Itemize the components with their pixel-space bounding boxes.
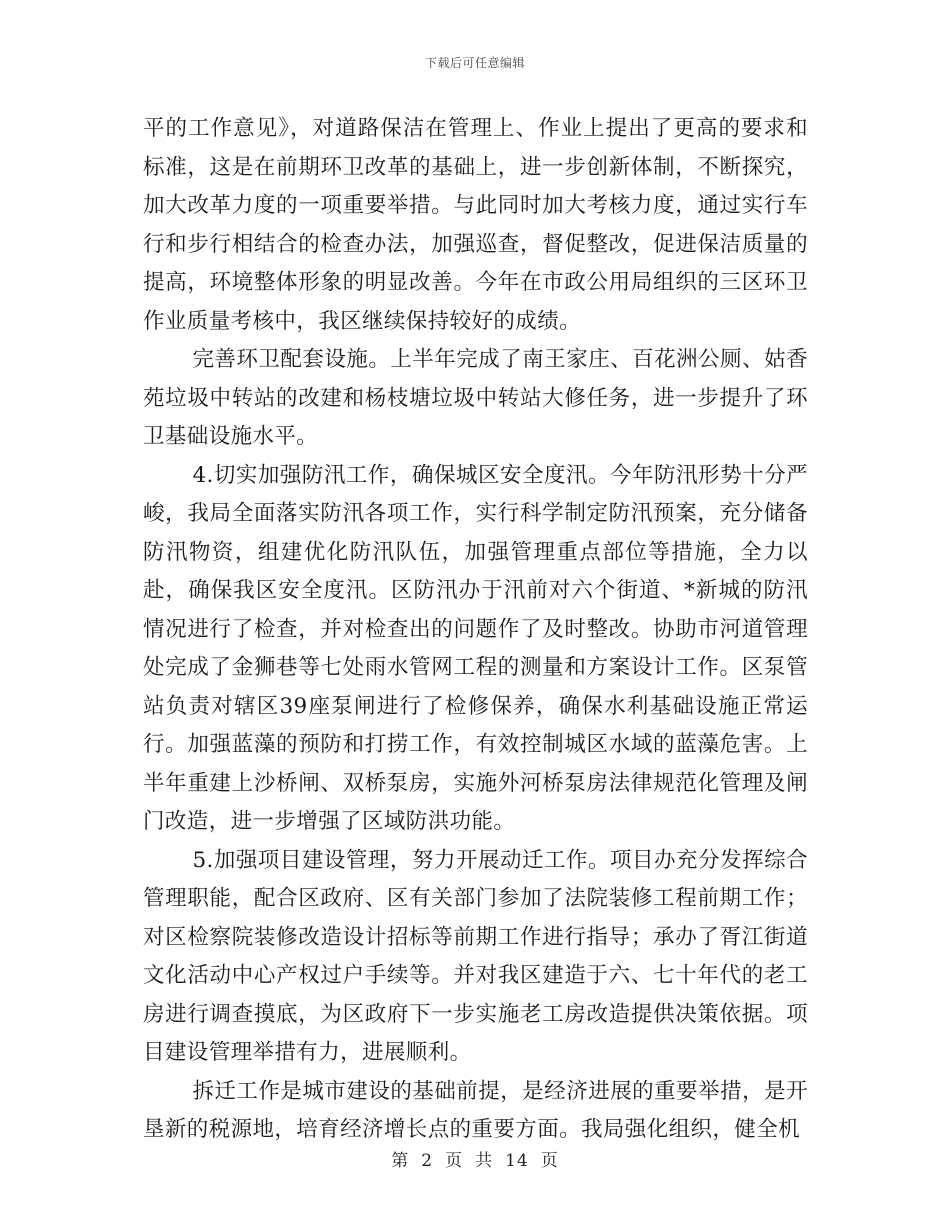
paragraph: 完善环卫配套设施。上半年完成了南王家庄、百花洲公厕、姑香苑垃圾中转站的改建和杨枝塘垃圾中转站大修任务，进一步提升了环卫基础设施水平。 (143, 347, 808, 449)
paragraph: 5.加强项目建设管理，努力开展动迁工作。项目办充分发挥综合管理职能，配合区政府、区有关部门参加了法院装修工程前期工作；对区检察院装修改造设计招标等前期工作进行指导；承办了胥江街道文化活动中心产权过户手续等。并对我区建造于六、七十年代的老工房进行调查摸底，为区政府下一步实施老工房改造提供决策依据。项目建设管理举措有力，进展顺利。 (143, 847, 808, 1065)
page-header (0, 54, 950, 71)
page-footer (0, 1146, 950, 1171)
current-page-number: 2 (421, 1151, 434, 1171)
paragraph: 4.切实加强防汛工作，确保城区安全度汛。今年防汛形势十分严峻，我局全面落实防汛各项工作，实行科学制定防汛预案，充分储备防汛物资，组建优化防汛队伍，加强管理重点部位等措施，全力以赴，确保我区安全度汛。区防汛办于汛前对六个街道、*新城的防汛情况进行了检查，并对检查出的问题作了及时整改。协助市河道管理处完成了金狮巷等七处雨水管网工程的测量和方案设计工作。区泵管站负责对辖区39座泵闸进行了检修保养，确保水利基础设施正常运行。加强蓝藻的预防和打捞工作，有效控制城区水域的蓝藻危害。上半年重建上沙桥闸、双桥泵房，实施外河桥泵房法律规范化管理及闸门改造，进一步增强了区域防洪功能。 (143, 462, 808, 834)
footer-suffix: 页 (540, 1151, 559, 1171)
footer-page-word: 页 (445, 1151, 464, 1171)
header-note: 下载后可任意编辑 (424, 56, 525, 70)
paragraph: 拆迁工作是城市建设的基础前提，是经济进展的重要举措，是开垦新的税源地，培育经济增长点的重要方面。我局强化组织，健全机 (143, 1078, 808, 1142)
document-body (143, 110, 808, 1150)
total-page-count: 14 (505, 1151, 529, 1171)
paragraph: 平的工作意见》，对道路保洁在管理上、作业上提出了更高的要求和标准，这是在前期环卫改革的基础上，进一步创新体制，不断探究，加大改革力度的一项重要举措。与此同时加大考核力度，通过实行车行和步行相结合的检查办法，加强巡查，督促整改，促进保洁质量的提高，环境整体形象的明显改善。今年在市政公用局组织的三区环卫作业质量考核中，我区继续保持较好的成绩。 (143, 116, 808, 334)
footer-total-word: 共 (475, 1151, 494, 1171)
footer-prefix: 第 (391, 1151, 410, 1171)
